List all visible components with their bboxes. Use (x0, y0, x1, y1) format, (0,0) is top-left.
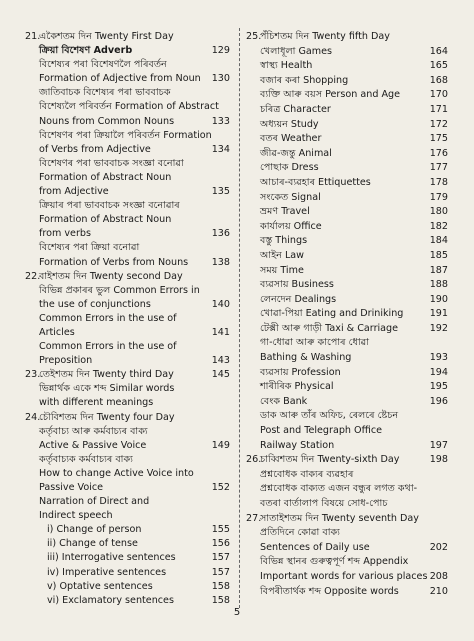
toc-entry (246, 512, 448, 527)
entry-title: চাব্বিশতম দিন Twenty-sixth Day (260, 454, 400, 466)
entry-title: চৰিত্ৰ Character (260, 103, 331, 115)
toc-entry (246, 264, 448, 279)
entry-title: সাতাইশতম দিন Twenty seventh Day (260, 512, 419, 524)
toc-entry (246, 409, 448, 424)
entry-page-number: 156 (211, 538, 230, 550)
entry-page-number: 152 (211, 482, 230, 493)
entry-title: বিভিন্ন প্ৰকাৰৰ ভুল Common Errors in (39, 284, 200, 296)
entry-page-number: 145 (211, 369, 230, 381)
toc-entry (25, 481, 230, 495)
entry-title: শাৰীৰিক Physical (260, 381, 334, 393)
toc-entry (246, 555, 448, 570)
toc-entry (25, 551, 230, 565)
toc-entry (25, 396, 230, 410)
entry-title: ক্ৰিয়া বিশেষণ Adverb (39, 45, 133, 57)
toc-entry (246, 322, 448, 337)
toc-entry (246, 191, 448, 206)
entry-page-number: 134 (211, 143, 230, 155)
entry-title: v) Optative sentences (47, 580, 153, 592)
entry-title: Indirect speech (39, 510, 113, 522)
toc-entry (246, 59, 448, 74)
entry-page-number: 170 (429, 89, 448, 101)
toc-entry (246, 176, 448, 191)
page-number: 5 (233, 607, 241, 618)
entry-title: Formation of Verbs from Nouns (39, 256, 189, 268)
toc-entry (246, 147, 448, 162)
toc-entry (25, 86, 230, 100)
toc-entry (246, 74, 448, 89)
toc-entry (25, 185, 230, 199)
entry-number: 26. (246, 454, 262, 466)
entry-title: একৈশতম দিন Twenty First Day (39, 31, 174, 42)
entry-page-number: 182 (429, 220, 448, 232)
entry-title: বাইশতম দিন Twenty second Day (39, 270, 183, 282)
entry-page-number: 164 (429, 45, 448, 57)
entry-title: Formation of Adjective from Noun (39, 73, 201, 85)
entry-title: Active & Passive Voice (39, 439, 147, 451)
toc-entry (25, 368, 230, 382)
entry-page-number: 140 (211, 298, 230, 310)
toc-entry (25, 411, 230, 425)
entry-title: Preposition (39, 355, 93, 367)
toc-entry (246, 351, 448, 366)
entry-title: ডাক আৰু তাঁৰ অফিচ, ৰেলৰে ষ্টেচন (260, 410, 399, 422)
entry-title: অধ্যয়ন Study (260, 118, 319, 130)
entry-page-number: 158 (211, 580, 230, 592)
toc-entry (246, 336, 448, 351)
toc-entry (246, 468, 448, 483)
entry-title: প্ৰশ্নবোধক বাক্যৰ ব্যৱহাৰ (260, 468, 354, 480)
toc-entry (25, 72, 230, 86)
entry-title: সময় Time (260, 264, 304, 276)
entry-page-number: 210 (429, 585, 448, 597)
entry-title: Bathing & Washing (260, 352, 352, 364)
entry-page-number: 171 (429, 103, 448, 115)
entry-title: Railway Station (260, 439, 335, 451)
toc-entry (25, 100, 230, 114)
toc-entry (25, 30, 230, 44)
entry-title: লেনদেন Dealings (260, 293, 337, 305)
entry-title: বতৰা বাৰ্তালাপ বিষয়ে সোধ-পোচ (260, 498, 388, 509)
toc-entry (246, 88, 448, 103)
entry-title: from verbs (39, 228, 91, 240)
entry-page-number: 185 (429, 249, 448, 261)
toc-entry (25, 594, 230, 608)
entry-page-number: 192 (429, 322, 448, 334)
toc-entry (246, 307, 448, 322)
entry-title: বিশেষণৰ পৰা ক্ৰিয়ালৈ পৰিবৰ্তন Formation (39, 129, 212, 141)
toc-entry (246, 526, 448, 541)
entry-title: বিশেষ্যৰ পৰা বিশেষণলৈ পৰিবৰ্তন (39, 59, 167, 71)
entry-page-number: 133 (211, 115, 230, 127)
entry-title: বজাৰ কৰা Shopping (260, 74, 349, 86)
entry-title: the use of conjunctions (39, 298, 151, 310)
entry-page-number: 202 (429, 541, 448, 553)
toc-entry (25, 340, 230, 354)
entry-title: Common Errors in the use of (39, 312, 177, 324)
entry-page-number: 208 (429, 570, 448, 582)
entry-page-number: 143 (211, 355, 230, 367)
entry-page-number: 190 (429, 293, 448, 305)
toc-entry (246, 249, 448, 264)
entry-title: বতৰ Weather (260, 133, 322, 145)
entry-title: সংকেত Signal (260, 191, 321, 203)
toc-entry (25, 509, 230, 523)
entry-title: তেইশতম দিন Twenty third Day (39, 369, 174, 381)
entry-page-number: 188 (429, 279, 448, 291)
toc-entry (25, 298, 230, 312)
entry-page-number: 175 (429, 133, 448, 145)
toc-entry (246, 220, 448, 235)
toc-entry (246, 205, 448, 220)
entry-number: 21. (25, 31, 41, 42)
entry-page-number: 141 (211, 326, 230, 338)
entry-page-number: 197 (429, 439, 448, 451)
entry-number: 22. (25, 270, 41, 282)
entry-title: iv) Imperative sentences (47, 566, 167, 578)
entry-title: জীৱ-জন্তু Animal (260, 147, 332, 159)
toc-entry (25, 495, 230, 509)
toc-entry (25, 44, 230, 58)
entry-title: বস্তু Things (260, 235, 308, 247)
toc-entry (246, 497, 448, 512)
toc-entry (25, 354, 230, 368)
toc-entry (25, 382, 230, 396)
entry-title: ক্ৰিয়াৰ পৰা ভাববাচক সংজ্ঞা বনোৱাৰ (39, 200, 180, 212)
toc-entry (25, 213, 230, 227)
toc-entry (25, 171, 230, 185)
entry-page-number: 180 (429, 206, 448, 218)
toc-entry (25, 537, 230, 551)
toc-entry (246, 541, 448, 556)
entry-title: Formation of Abstract Noun (39, 214, 172, 226)
toc-entry (25, 199, 230, 213)
entry-title: বিপৰীতাৰ্থক শব্দ Opposite words (260, 585, 399, 597)
entry-title: গা-ধোৱা আৰু কাপোৰ ধোৱা (260, 337, 370, 349)
entry-title: পঁচিশতম দিন Twenty fifth Day (260, 31, 390, 42)
toc-entry (246, 30, 448, 45)
toc-entry (25, 453, 230, 467)
entry-title: of Verbs from Adjective (39, 143, 151, 155)
entry-page-number: 178 (429, 176, 448, 188)
toc-entry (246, 118, 448, 133)
entry-page-number: 158 (211, 594, 230, 606)
entry-title: Nouns from Common Nouns (39, 115, 175, 127)
entry-title: টেক্সী আৰু গাড়ী Taxi & Carriage (260, 322, 399, 334)
entry-title: প্ৰশ্নবোধক বাক্যত এজন বন্ধুৰ লগত কথা- (260, 483, 418, 495)
entry-title: পোছাক Dress (260, 162, 319, 174)
toc-entry (246, 395, 448, 410)
entry-title: iii) Interrogative sentences (47, 552, 176, 564)
entry-title: বিশেষ্যলৈ পৰিবৰ্তন Formation of Abstract (39, 101, 219, 113)
entry-page-number: 179 (429, 191, 448, 203)
toc-entry (25, 143, 230, 157)
entry-title: জাতিবাচক বিশেষ্যৰ পৰা ভাববাচক (39, 87, 171, 99)
entry-title: Narration of Direct and (39, 496, 150, 508)
toc-entry (25, 129, 230, 143)
toc-entry (246, 278, 448, 293)
entry-page-number: 168 (429, 74, 448, 86)
entry-title: কাৰ্যালয় Office (260, 220, 322, 232)
toc-entry (25, 256, 230, 270)
entry-title: খোৱা-পিয়া Eating and Driniking (260, 308, 404, 320)
toc-entry (25, 58, 230, 72)
toc-entry (246, 439, 448, 454)
toc-entry (25, 467, 230, 481)
entry-page-number: 187 (429, 264, 448, 276)
entry-page-number: 157 (211, 552, 230, 564)
toc-entry (246, 453, 448, 468)
entry-page-number: 195 (429, 381, 448, 393)
entry-number: 24. (25, 411, 41, 423)
toc-entry (25, 157, 230, 171)
entry-page-number: 157 (211, 566, 230, 578)
toc-entry (25, 227, 230, 241)
toc-entry (25, 284, 230, 298)
entry-title: with different meanings (39, 397, 154, 409)
entry-title: i) Change of person (47, 524, 142, 536)
entry-page-number: 165 (429, 60, 448, 72)
entry-title: স্বাস্থ্য Health (260, 60, 313, 72)
entry-title: ব্যক্তি আৰু বয়স Person and Age (260, 89, 401, 101)
entry-title: How to change Active Voice into (39, 467, 194, 479)
entry-title: ব্যৱসায় Business (260, 279, 334, 291)
toc-entry (25, 326, 230, 340)
toc-entry (25, 115, 230, 129)
entry-page-number: 177 (429, 162, 448, 174)
entry-page-number: 176 (429, 147, 448, 159)
toc-entry (246, 293, 448, 308)
toc-entry (25, 566, 230, 580)
entry-title: কৰ্তৃবাচ্যক কৰ্মবাচ্যৰ বাক্য (39, 453, 133, 465)
entry-title: from Adjective (39, 186, 109, 198)
entry-page-number: 196 (429, 395, 448, 407)
toc-entry (246, 380, 448, 395)
entry-title: ভিন্নাৰ্থক একে শব্দ Similar words (39, 383, 175, 395)
entry-title: Sentences of Daily use (260, 541, 370, 553)
entry-title: চৌবিশতম দিন Twenty four Day (39, 411, 175, 423)
entry-title: Articles (39, 326, 75, 338)
entry-title: কৰ্তৃবাচ্য আৰু কৰ্মবাচ্যৰ বাক্য (39, 425, 148, 437)
entry-page-number: 193 (429, 352, 448, 364)
entry-title: Passive Voice (39, 482, 104, 493)
toc-entry (25, 270, 230, 284)
entry-title: Formation of Abstract Noun (39, 171, 172, 183)
left-column (25, 30, 230, 608)
entry-title: বিশেষণৰ পৰা ভাববাচক সংজ্ঞা বনোৱা (39, 157, 184, 169)
entry-number: 23. (25, 369, 41, 381)
entry-title: বিশেষ্যৰ পৰা ক্ৰিয়া বনোৱা (39, 242, 140, 254)
entry-title: Important words for various places (260, 570, 428, 582)
entry-title: প্ৰতিদিনে কোৱা বাক্য (260, 527, 340, 539)
entry-page-number: 155 (211, 524, 230, 536)
entry-page-number: 135 (211, 186, 230, 198)
entry-page-number: 194 (429, 366, 448, 378)
entry-title: খেলাধূলা Games (260, 45, 333, 57)
toc-entry (246, 103, 448, 118)
toc-entry (25, 312, 230, 326)
entry-page-number: 138 (211, 256, 230, 268)
toc-entry (246, 161, 448, 176)
entry-title: Post and Telegraph Office (260, 425, 383, 437)
entry-page-number: 191 (429, 308, 448, 320)
toc-entry (246, 424, 448, 439)
toc-entry (246, 45, 448, 60)
entry-page-number: 149 (211, 439, 230, 451)
entry-title: ii) Change of tense (47, 538, 138, 550)
entry-title: vi) Exclamatory sentences (47, 594, 174, 606)
entry-title: Common Errors in the use of (39, 341, 177, 353)
entry-page-number: 130 (211, 73, 230, 85)
entry-title: ব্যৱসায় Profession (260, 366, 341, 378)
toc-entry (25, 580, 230, 594)
toc-entry (25, 523, 230, 537)
toc-entry (246, 570, 448, 585)
entry-number: 27. (246, 512, 262, 524)
entry-page-number: 184 (429, 235, 448, 247)
toc-entry (246, 482, 448, 497)
entry-title: আইন Law (260, 249, 305, 261)
toc-entry (246, 585, 448, 600)
toc-entry (25, 439, 230, 453)
entry-page-number: 172 (429, 118, 448, 130)
entry-title: বিভিন্ন স্থানৰ গুৰুত্বপূৰ্ণ শব্দ Appendix (260, 556, 409, 568)
toc-entry (25, 425, 230, 439)
entry-title: বেংক Bank (260, 395, 308, 407)
toc-entry (246, 366, 448, 381)
toc-entry (246, 132, 448, 147)
right-column (246, 30, 448, 599)
entry-page-number: 198 (429, 454, 448, 466)
entry-title: আচাৰ-ব্যৱহাৰ Ettiquettes (260, 176, 371, 188)
entry-number: 25. (246, 31, 262, 42)
entry-page-number: 136 (211, 228, 230, 240)
entry-page-number: 129 (211, 45, 230, 57)
column-divider (239, 28, 240, 608)
toc-entry (25, 241, 230, 255)
entry-title: ভ্ৰমণ Travel (260, 206, 310, 218)
toc-entry (246, 234, 448, 249)
